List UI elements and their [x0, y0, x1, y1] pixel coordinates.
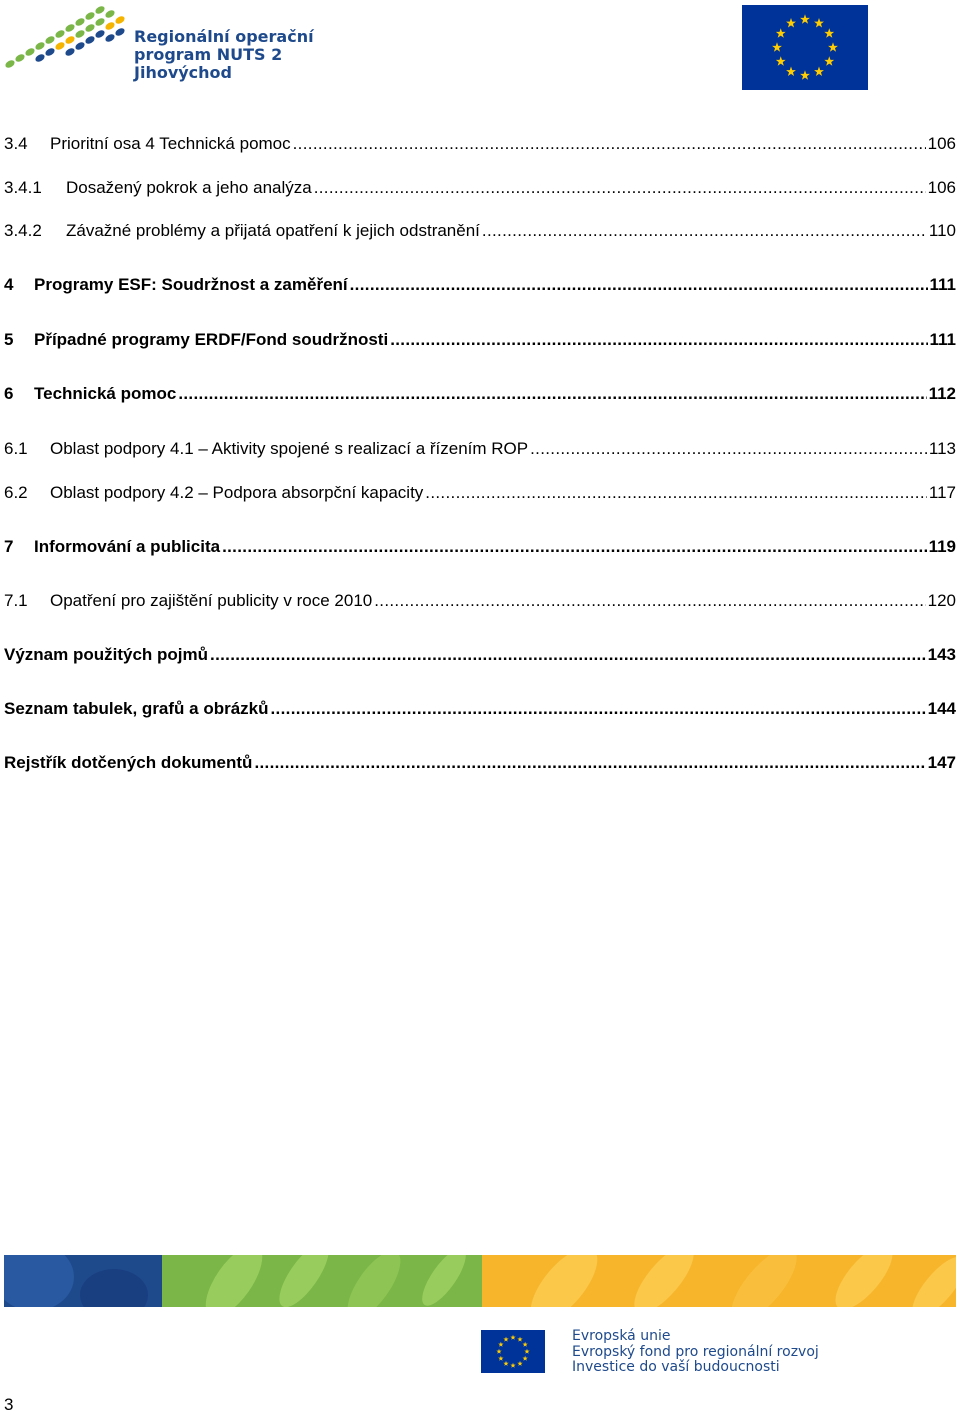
toc-entry-title: Informování a publicita [34, 537, 221, 556]
toc-entry-number: 6.2 [4, 483, 28, 502]
toc-entry[interactable] [4, 178, 956, 202]
toc-entry[interactable] [4, 753, 956, 777]
toc-entry-title: Technická pomoc [34, 384, 177, 403]
toc-entry-number: 4 [4, 275, 14, 294]
toc-entry-page: 144 [927, 699, 956, 718]
toc-entry[interactable] [4, 221, 956, 245]
toc-entry[interactable] [4, 330, 956, 354]
toc-entry-number: 6 [4, 384, 14, 403]
toc-entry-title: Oblast podpory 4.1 – Aktivity spojené s realizací a řízením ROP [50, 439, 529, 458]
toc-dot-leader [210, 645, 926, 665]
toc-entry-title: Rejstřík dotčených dokumentů [4, 753, 253, 772]
toc-entry-page: 143 [927, 645, 956, 664]
toc-dot-leader [314, 178, 926, 198]
toc-entry[interactable] [4, 384, 956, 408]
toc-entry-number: 3.4.1 [4, 178, 42, 197]
toc-dot-leader [390, 330, 927, 350]
toc-entry-title: Seznam tabulek, grafů a obrázků [4, 699, 269, 718]
page-number: 3 [4, 1395, 14, 1414]
toc-entry-number: 3.4 [4, 134, 28, 153]
toc-entry[interactable] [4, 134, 956, 158]
logo-line-2: program NUTS 2 [134, 45, 283, 64]
toc-entry-number: 7 [4, 537, 14, 556]
toc-entry-title: Prioritní osa 4 Technická pomoc [50, 134, 291, 153]
toc-entry-page: 117 [928, 483, 956, 502]
toc-entry-page: 119 [928, 537, 956, 556]
toc-entry-page: 106 [927, 178, 956, 197]
toc-dot-leader [254, 753, 925, 773]
color-band-graphic [4, 1255, 956, 1307]
toc-entry-title: Opatření pro zajištění publicity v roce 2010 [50, 591, 373, 610]
toc-entry-page: 113 [928, 439, 956, 458]
rop-dots-logo-icon [4, 2, 130, 72]
toc-entry-title: Případné programy ERDF/Fond soudržnosti [34, 330, 389, 349]
rop-logo-text [134, 28, 314, 82]
toc-entry[interactable] [4, 439, 956, 463]
toc-entry-title: Význam použitých pojmů [4, 645, 209, 664]
toc-dot-leader [178, 384, 926, 404]
toc-entry[interactable] [4, 699, 956, 723]
toc-entry[interactable] [4, 645, 956, 669]
toc-entry-page: 110 [928, 221, 956, 240]
logo-line-3: Jihovýchod [134, 63, 232, 82]
eu-line-1: Evropská unie [572, 1328, 671, 1344]
toc-entry-title: Dosažený pokrok a jeho analýza [66, 178, 312, 197]
toc-entry-page: 111 [929, 275, 956, 294]
toc-entry-page: 106 [927, 134, 956, 153]
toc-dot-leader [271, 699, 926, 719]
toc-entry-page: 112 [928, 384, 956, 403]
toc-dot-leader [374, 591, 925, 611]
eu-line-2: Evropský fond pro regionální rozvoj [572, 1343, 819, 1360]
eu-flag-icon [742, 5, 868, 90]
rop-logo [4, 2, 314, 86]
toc-entry-page: 120 [927, 591, 956, 610]
toc-entry[interactable] [4, 483, 956, 507]
toc-entry-number: 3.4.2 [4, 221, 42, 240]
toc-entry-number: 5 [4, 330, 14, 349]
toc-entry-title: Závažné problémy a přijatá opatření k jejich odstranění [66, 221, 480, 240]
eu-line-3: Investice do vaší budoucnosti [572, 1359, 780, 1375]
eu-flag-icon [481, 1330, 545, 1373]
toc-entry-number: 6.1 [4, 439, 28, 458]
toc-entry-title: Programy ESF: Soudržnost a zaměření [34, 275, 348, 294]
toc-dot-leader [482, 221, 927, 241]
eu-fund-text [572, 1329, 819, 1376]
toc-entry-page: 111 [929, 330, 956, 349]
toc-entry-page: 147 [927, 753, 956, 772]
logo-line-1: Regionální operační [134, 27, 314, 46]
toc-entry[interactable] [4, 591, 956, 615]
toc-entry[interactable] [4, 537, 956, 561]
toc-entry-title: Oblast podpory 4.2 – Podpora absorpční kapacity [50, 483, 424, 502]
toc-entry-number: 7.1 [4, 591, 28, 610]
toc-entry[interactable] [4, 275, 956, 299]
toc-dot-leader [293, 134, 926, 154]
toc-dot-leader [425, 483, 927, 503]
toc-dot-leader [530, 439, 927, 459]
toc-dot-leader [222, 537, 926, 557]
toc-dot-leader [350, 275, 928, 295]
